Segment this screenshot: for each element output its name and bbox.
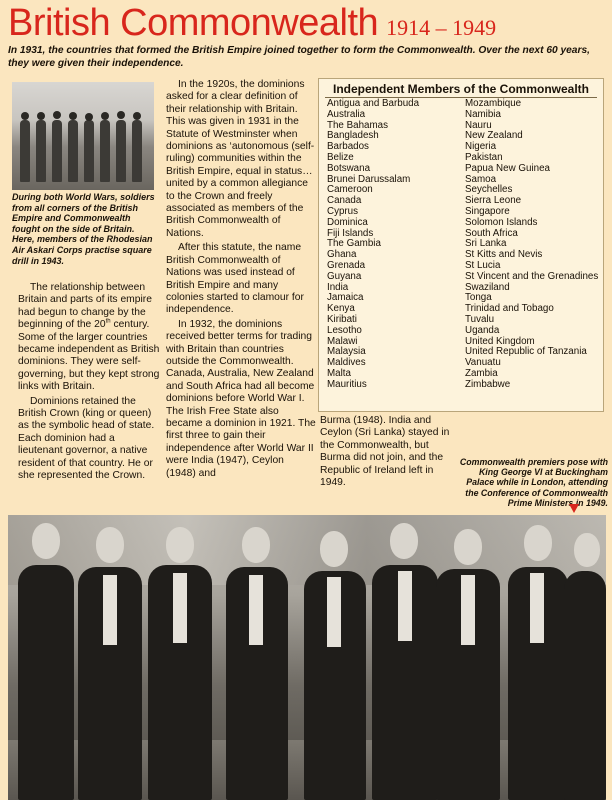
col3-paragraph: Burma (1948). India and Ceylon (Sri Lanka) stayed in the Commonwealth, but Burma did not join, and the Republic of Ireland left in 1949.: [320, 415, 450, 489]
member-item: Kiribati: [327, 313, 357, 325]
member-item: Antigua and Barbuda: [327, 98, 420, 109]
member-item: Lesotho: [327, 324, 362, 336]
member-item: Guyana: [327, 270, 362, 282]
member-item: India: [327, 281, 349, 293]
premiers-caption: Commonwealth premiers pose with King George VI at Buckingham Palace while in London, attending the Conference of Commonwealth Prime Ministers in 1949.: [459, 457, 608, 508]
members-list-right: [465, 99, 598, 391]
member-item: Mozambique: [465, 98, 522, 109]
member-item: Namibia: [465, 108, 501, 120]
member-item: Pakistan: [465, 151, 503, 163]
member-item: Grenada: [327, 259, 366, 271]
member-item: Australia: [327, 108, 366, 120]
member-item: Seychelles: [465, 184, 513, 196]
member-item: Malawi: [327, 335, 358, 347]
column-3: [320, 415, 450, 491]
member-item: Sri Lanka: [465, 238, 507, 250]
col2-paragraph-3: In 1932, the dominions received better terms for trading with Britain than countries outside the Commonwealth. Canada, Australia, New Zealand and South Africa had all become dominions before World War I. The Irish Free State also became a dominion in 1921. The first three to gain their independence after World War II were India (1947), Ceylon (1948) and: [166, 318, 316, 479]
member-item: Jamaica: [327, 292, 364, 304]
column-1: [18, 282, 160, 485]
soldiers-caption: During both World Wars, soldiers from all corners of the British Empire and Commonwealth fought on the side of Britain. Here, members of the Rhodesian Air Askari Corps practise square drill in 1943.: [12, 192, 155, 266]
member-item: Maldives: [327, 357, 366, 369]
member-item: Malaysia: [327, 346, 366, 358]
member-item: Botswana: [327, 162, 371, 174]
page-title: [8, 2, 608, 46]
member-item: Uganda: [465, 324, 500, 336]
member-item: Zimbabwe: [465, 378, 511, 390]
member-item: United Kingdom: [465, 335, 535, 347]
member-item: St Vincent and the Grenadines: [465, 270, 599, 282]
column-2: [166, 79, 316, 482]
title-main: British Commonwealth: [8, 2, 379, 44]
member-item: Nigeria: [465, 141, 497, 153]
member-item: New Zealand: [465, 130, 523, 142]
member-item: Bangladesh: [327, 130, 379, 142]
member-item: Trinidad and Tobago: [465, 303, 554, 315]
member-item: Dominica: [327, 216, 368, 228]
member-item: St Lucia: [465, 259, 501, 271]
member-item: Fiji Islands: [327, 227, 374, 239]
caption-arrow-icon: [569, 504, 579, 513]
col1-paragraph-1: The relationship between Britain and parts of its empire had begun to change by the beginning of the 20th century. Some of the larger countries became independent as British dominions. They were self-governing, but they kept strong links with Britain.: [18, 282, 160, 393]
title-years: 1914 – 1949: [386, 15, 497, 40]
members-box: [318, 78, 604, 412]
col2-paragraph-2: After this statute, the name British Commonwealth of Nations was used instead of British Empire and many colonies started to clamour for independence.: [166, 242, 304, 316]
member-item: South Africa: [465, 227, 518, 239]
soldiers-photo: [12, 82, 154, 190]
member-item: Mauritius: [327, 378, 367, 390]
member-item: Canada: [327, 195, 362, 207]
member-item: The Gambia: [327, 238, 381, 250]
col1-paragraph-2: Dominions retained the British Crown (king or queen) as the symbolic head of state. Each dominion had a lieutenant governor, a native resident of that country. He or she represented the Crown.: [18, 395, 155, 482]
member-item: Swaziland: [465, 281, 510, 293]
member-item: Barbados: [327, 141, 369, 153]
member-item: United Republic of Tanzania: [465, 346, 587, 358]
member-item: Tuvalu: [465, 313, 495, 325]
members-list-left: [327, 99, 419, 391]
member-item: Kenya: [327, 303, 355, 315]
members-heading: Independent Members of the Commonwealth: [332, 82, 590, 96]
member-item: Vanuatu: [465, 357, 501, 369]
member-item: Zambia: [465, 367, 498, 379]
member-item: Papua New Guinea: [465, 162, 550, 174]
member-item: St Kitts and Nevis: [465, 249, 543, 261]
member-item: Sierra Leone: [465, 195, 522, 207]
member-item: Malta: [327, 367, 351, 379]
col2-paragraph-1: In the 1920s, the dominions asked for a clear definition of their relationship with Britain. This was given in 1931 in the Statute of Westminster when dominions as ‘autonomous (self-ruling) communities within the British Empire, equal in status… united by a common allegiance to the Crown and freely associated as members of the British Commonwealth of Nations.: [166, 79, 315, 239]
member-item: Brunei Darussalam: [327, 173, 411, 185]
member-item: Solomon Islands: [465, 216, 538, 228]
intro-text: In 1931, the countries that formed the British Empire joined together to form the Commonwealth. Over the next 60 years, they were given their independence.: [8, 45, 590, 69]
member-item: Nauru: [465, 119, 492, 131]
member-item: Ghana: [327, 249, 357, 261]
member-item: Tonga: [465, 292, 492, 304]
member-item: Singapore: [465, 205, 510, 217]
member-item: Belize: [327, 151, 354, 163]
member-item: Samoa: [465, 173, 497, 185]
premiers-photo: [8, 515, 606, 800]
member-item: Cameroon: [327, 184, 373, 196]
member-item: The Bahamas: [327, 119, 388, 131]
member-item: Cyprus: [327, 205, 359, 217]
